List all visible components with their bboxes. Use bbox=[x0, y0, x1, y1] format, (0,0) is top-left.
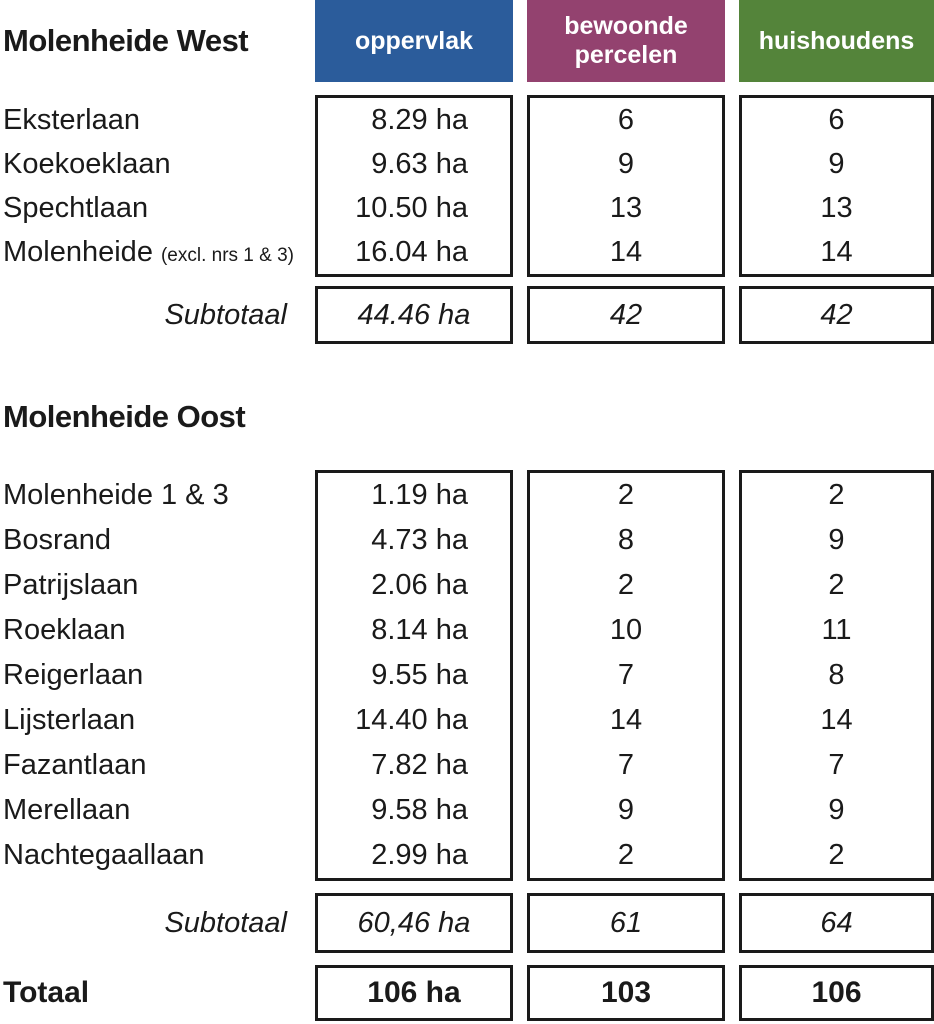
oost-heading-row bbox=[0, 394, 934, 440]
row-label bbox=[0, 788, 301, 833]
oost-huishoudens-box bbox=[739, 470, 934, 881]
count-cell: 14 bbox=[609, 704, 643, 736]
count-cell: 13 bbox=[820, 191, 853, 224]
count-cell: 11 bbox=[821, 614, 852, 646]
count-cell: 2 bbox=[617, 569, 635, 601]
street-name: Roeklaan bbox=[3, 614, 126, 646]
row-label bbox=[0, 230, 301, 274]
row-label bbox=[0, 186, 301, 230]
area-cell: 1.19 ha bbox=[371, 479, 468, 511]
street-name: Nachtegaallaan bbox=[3, 839, 205, 871]
column-header-oppervlak: oppervlak bbox=[315, 0, 513, 82]
row-label bbox=[0, 473, 301, 518]
street-name: Bosrand bbox=[3, 524, 112, 556]
area-cell: 9.58 ha bbox=[371, 794, 468, 826]
count-cell: 7 bbox=[617, 749, 635, 781]
row-label bbox=[0, 142, 301, 186]
area-cell: 2.06 ha bbox=[371, 569, 468, 601]
count-cell: 9 bbox=[828, 524, 845, 556]
oost-subtotal-row bbox=[0, 893, 934, 953]
count-cell: 7 bbox=[617, 659, 635, 691]
street-name: Molenheide 1 & 3 bbox=[3, 479, 229, 511]
count-cell: 6 bbox=[617, 103, 635, 136]
west-subtotal-row bbox=[0, 286, 934, 344]
street-name: Koekoeklaan bbox=[3, 148, 171, 180]
area-cell: 16.04 ha bbox=[355, 235, 468, 268]
row-label bbox=[0, 98, 301, 142]
count-cell: 14 bbox=[820, 704, 853, 736]
area-cell: 7.82 ha bbox=[371, 749, 468, 781]
count-cell: 8 bbox=[617, 524, 635, 556]
total-huishoudens: 106 bbox=[739, 965, 934, 1021]
count-cell: 13 bbox=[609, 191, 643, 224]
total-row bbox=[0, 965, 934, 1021]
street-name: Reigerlaan bbox=[3, 659, 144, 691]
count-cell: 2 bbox=[828, 839, 845, 871]
area-cell: 8.29 ha bbox=[371, 103, 468, 136]
count-cell: 2 bbox=[828, 479, 845, 511]
west-row-labels bbox=[0, 95, 301, 277]
area-cell: 2.99 ha bbox=[371, 839, 468, 871]
street-name: Patrijslaan bbox=[3, 569, 139, 601]
row-label bbox=[0, 563, 301, 608]
subtotal-area: 60,46 ha bbox=[315, 893, 513, 953]
oost-table bbox=[0, 470, 934, 881]
column-header-huishoudens: huishoudens bbox=[739, 0, 934, 82]
street-name: Merellaan bbox=[3, 794, 131, 826]
area-cell: 4.73 ha bbox=[371, 524, 468, 556]
west-huishoudens-box bbox=[739, 95, 934, 277]
west-oppervlak-box bbox=[315, 95, 513, 277]
subtotal-huishoudens: 42 bbox=[739, 286, 934, 344]
count-cell: 14 bbox=[609, 235, 643, 268]
count-cell: 7 bbox=[828, 749, 845, 781]
count-cell: 9 bbox=[828, 794, 845, 826]
header-row bbox=[0, 0, 934, 82]
subtotal-label: Subtotaal bbox=[164, 298, 287, 331]
row-label bbox=[0, 518, 301, 563]
row-label bbox=[0, 698, 301, 743]
subtotal-label: Subtotaal bbox=[164, 906, 287, 939]
count-cell: 2 bbox=[617, 479, 635, 511]
street-name: Molenheide bbox=[3, 236, 153, 268]
area-cell: 9.63 ha bbox=[371, 147, 468, 180]
total-percelen: 103 bbox=[527, 965, 725, 1021]
row-label bbox=[0, 653, 301, 698]
subtotal-huishoudens: 64 bbox=[739, 893, 934, 953]
row-label bbox=[0, 608, 301, 653]
count-cell: 14 bbox=[820, 235, 853, 268]
area-cell: 8.14 ha bbox=[371, 614, 468, 646]
count-cell: 9 bbox=[617, 794, 635, 826]
street-name: Fazantlaan bbox=[3, 749, 147, 781]
west-percelen-box bbox=[527, 95, 725, 277]
street-name: Eksterlaan bbox=[3, 104, 141, 136]
count-cell: 8 bbox=[828, 659, 845, 691]
subtotal-percelen: 42 bbox=[527, 286, 725, 344]
row-label bbox=[0, 833, 301, 878]
column-header-bewoonde-percelen: bewoonde percelen bbox=[527, 0, 725, 82]
oost-oppervlak-box bbox=[315, 470, 513, 881]
area-cell: 9.55 ha bbox=[371, 659, 468, 691]
count-cell: 9 bbox=[617, 147, 635, 180]
count-cell: 9 bbox=[828, 147, 845, 180]
subtotal-percelen: 61 bbox=[527, 893, 725, 953]
subtotal-area: 44.46 ha bbox=[315, 286, 513, 344]
street-name: Spechtlaan bbox=[3, 192, 149, 224]
area-cell: 14.40 ha bbox=[355, 704, 468, 736]
count-cell: 6 bbox=[828, 103, 845, 136]
west-table bbox=[0, 95, 934, 277]
count-cell: 10 bbox=[609, 614, 643, 646]
count-cell: 2 bbox=[828, 569, 845, 601]
oost-row-labels bbox=[0, 470, 301, 881]
total-area: 106 ha bbox=[315, 965, 513, 1021]
street-name: Lijsterlaan bbox=[3, 704, 136, 736]
area-cell: 10.50 ha bbox=[355, 191, 468, 224]
section-title-oost: Molenheide Oost bbox=[3, 399, 246, 434]
count-cell: 2 bbox=[617, 839, 635, 871]
row-label bbox=[0, 743, 301, 788]
section-title-west: Molenheide West bbox=[3, 23, 249, 58]
total-label: Totaal bbox=[3, 976, 90, 1009]
oost-percelen-box bbox=[527, 470, 725, 881]
street-name-note: (excl. nrs 1 & 3) bbox=[160, 245, 294, 266]
